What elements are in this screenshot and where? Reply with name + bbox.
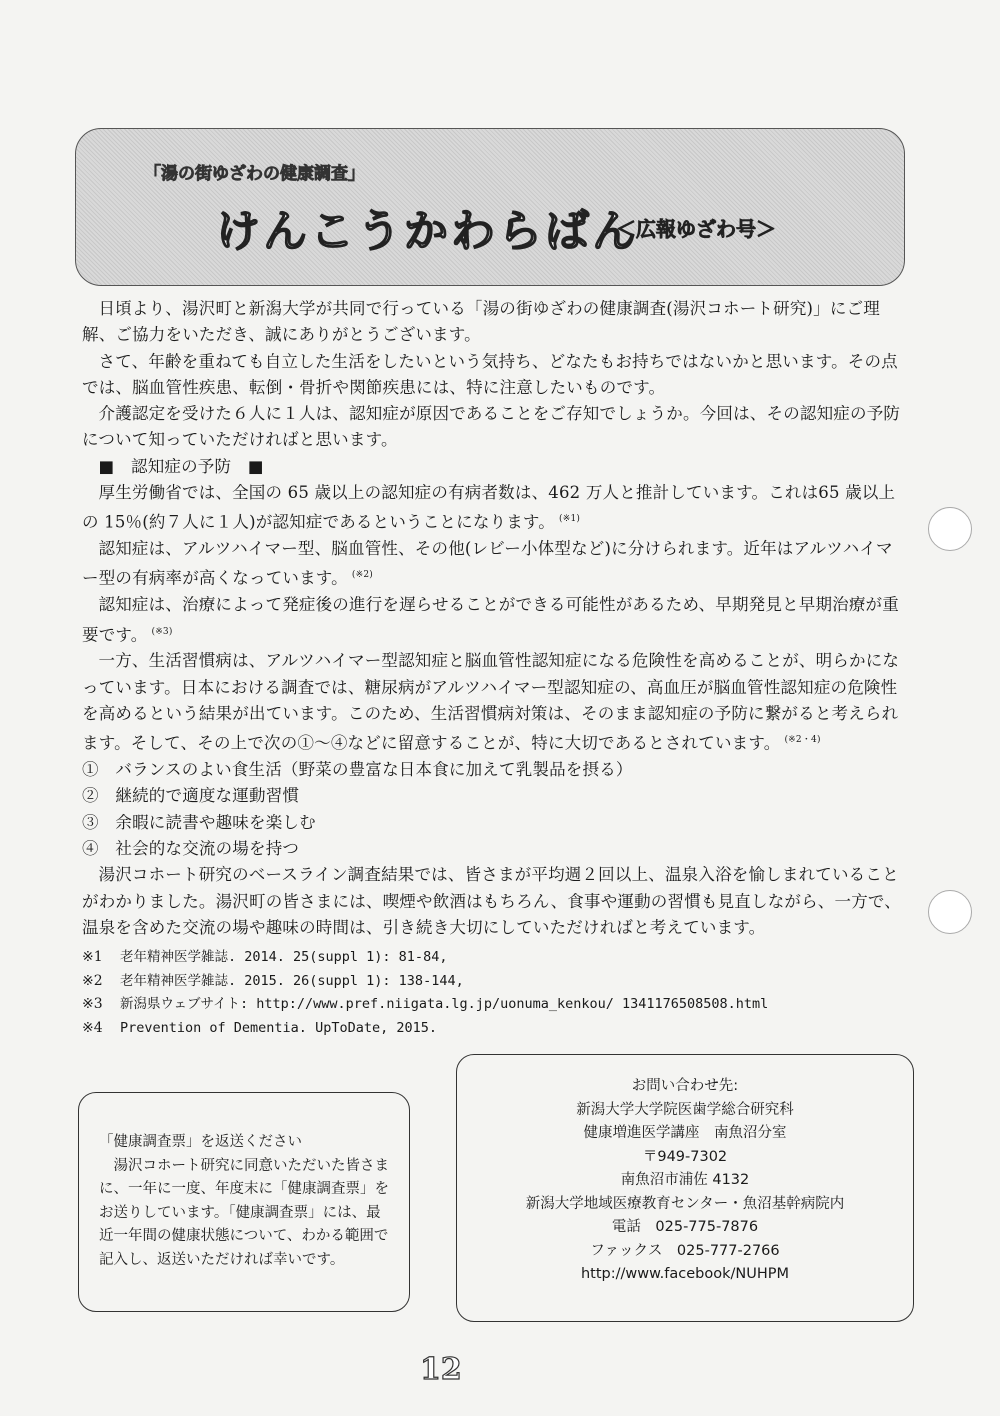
punch-hole-icon — [928, 890, 972, 934]
reference-item — [82, 946, 902, 970]
reference-text: Prevention of Dementia. UpToDate, 2015. — [120, 1019, 437, 1036]
list-item: ① バランスのよい食生活（野菜の豊富な日本食に加えて乳製品を摂る） — [82, 760, 633, 780]
paragraph-text: 一方、生活習慣病は、アルツハイマー型認知症と脳血管性認知症になる危険性を高めることが、明らかになっています。日本における調査では、糖尿病がアルツハイマー型認知症の、高血圧が脳血管性認知症の危険性を高めるという結果が出ています。このため、生活習慣病対策は、そのまま認知症の予防に繋がると考えられます。そして、その上で次の①～④などに留意することが、特に大切であるとされています。 — [82, 651, 900, 753]
references — [82, 946, 902, 1040]
reference-text: 新潟県ウェブサイト: http://www.pref.niigata.lg.jp/uonuma_kenkou/ 1341176508508.html — [120, 996, 769, 1012]
paragraph-text: さて、年齢を重ねても自立した生活をしたいという気持ち、どなたもお持ちではないかと思います。その点では、脳血管性疾患、転倒・骨折や関節疾患には、特に注意したいものです。 — [82, 351, 898, 397]
article-body — [82, 296, 902, 941]
footnote-mark: (※2・4) — [784, 735, 821, 746]
list-item: ② 継続的で適度な運動習慣 — [82, 786, 300, 806]
contact-line: 新潟大学地域医療教育センター・魚沼基幹病院内 — [525, 1195, 845, 1212]
section-paragraph-3 — [82, 592, 902, 648]
intro-paragraph-3 — [82, 401, 902, 454]
paragraph-text: 認知症は、治療によって発症後の進行を遅らせることができる可能性があるため、早期発見と早期治療が重要です。 — [82, 595, 899, 645]
reference-item — [82, 1017, 902, 1041]
header-edition: ＜広報ゆざわ号＞ — [616, 217, 776, 241]
header-banner — [75, 128, 905, 286]
list-item: ④ 社会的な交流の場を持つ — [82, 838, 300, 858]
paragraph-text: 日頃より、湯沢町と新潟大学が共同で行っている「湯の街ゆざわの健康調査(湯沢コホート研究)」にご理解、ご協力をいただき、誠にありがとうございます。 — [82, 299, 880, 345]
reference-mark: ※4 — [82, 1019, 103, 1036]
reference-mark: ※1 — [82, 949, 103, 965]
contact-line: 〒949-7302 — [642, 1148, 728, 1165]
intro-paragraph-2 — [82, 349, 902, 402]
notice-box — [78, 1092, 410, 1312]
notice-body: 湯沢コホート研究に同意いただいた皆さまに、一年に一度、年度末に「健康調査票」をお送りしています。「健康調査票」には、最近一年間の健康状態について、わかる範囲で記入し、返送いただければ幸いです。 — [99, 1157, 389, 1268]
reference-mark: ※3 — [82, 996, 103, 1012]
punch-hole-icon — [928, 507, 972, 551]
paragraph-text: 認知症は、アルツハイマー型、脳血管性、その他(レビー小体型など)に分けられます。近年はアルツハイマー型の有病率が高くなっています。 — [82, 539, 893, 588]
reference-text: 老年精神医学雑誌. 2014. 25(suppl 1): 81-84, — [120, 949, 448, 965]
contact-phone: 電話 025-775-7876 — [611, 1219, 759, 1235]
footnote-mark: (※2) — [351, 570, 373, 581]
contact-line: 健康増進医学講座 南魚沼分室 — [583, 1125, 787, 1141]
contact-fax: ファックス 025-777-2766 — [590, 1242, 780, 1259]
contact-heading: お問い合わせ先: — [631, 1078, 739, 1094]
section-heading: ■ 認知症の予防 ■ — [98, 456, 264, 476]
closing-paragraph: 湯沢コホート研究のベースライン調査結果では、皆さまが平均週２回以上、温泉入浴を愉しまれていることがわかりました。湯沢町の皆さまには、喫煙や飲酒はもちろん、食事や運動の習慣も見直しながら、一方で、温泉を含めた交流の場や趣味の時間は、引き続き大切にしていただければと考えています。 — [82, 865, 901, 937]
contact-box — [456, 1054, 914, 1322]
page-number: 12 — [420, 1352, 462, 1387]
footnote-mark: (※3) — [151, 626, 173, 637]
paragraph-text: 厚生労働省では、全国の 65 歳以上の認知症の有病者数は、462 万人と推計しています。これは65 歳以上の 15％(約７人に１人)が認知症であるということになります。 — [82, 483, 896, 532]
reference-text: 老年精神医学雑誌. 2015. 26(suppl 1): 138-144, — [120, 972, 464, 989]
contact-line: 新潟大学大学院医歯学総合研究科 — [576, 1101, 794, 1118]
section-paragraph-1 — [82, 480, 902, 536]
section-paragraph-2 — [82, 536, 902, 592]
intro-paragraph-1 — [82, 296, 902, 349]
contact-url[interactable]: http://www.facebook/NUHPM — [580, 1266, 789, 1282]
reference-item — [82, 993, 902, 1017]
list-item: ③ 余暇に読書や趣味を楽しむ — [82, 812, 316, 832]
reference-item — [82, 970, 902, 994]
header-title: けんこうかわらばん — [216, 206, 639, 257]
contact-line: 南魚沼市浦佐 4132 — [620, 1172, 750, 1188]
reference-mark: ※2 — [82, 972, 103, 989]
section-paragraph-4 — [82, 648, 902, 757]
header-subtitle: 「湯の街ゆざわの健康調査」 — [144, 164, 365, 184]
footnote-mark: (※1) — [559, 514, 581, 525]
notice-title: 「健康調査票」を返送ください — [99, 1134, 302, 1150]
paragraph-text: 介護認定を受けた６人に１人は、認知症が原因であることをご存知でしょうか。今回は、その認知症の予防について知っていただければと思います。 — [82, 404, 901, 450]
